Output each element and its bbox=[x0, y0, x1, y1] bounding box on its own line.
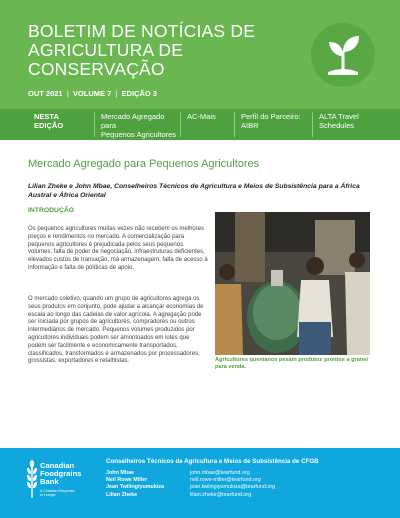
sprout-icon bbox=[310, 22, 376, 88]
org-tagline bbox=[40, 489, 75, 498]
nav-item-alta-travel[interactable] bbox=[312, 112, 382, 137]
nav-item-line: AIBR bbox=[241, 121, 259, 130]
article-photo bbox=[215, 212, 370, 355]
nav-item-ac-mais[interactable] bbox=[180, 112, 234, 137]
issue-separator: | bbox=[115, 89, 118, 98]
nav-item-line: AC-Mais bbox=[187, 112, 216, 121]
contact-row bbox=[106, 484, 306, 491]
newsletter-title bbox=[28, 22, 308, 79]
contact-email[interactable]: jean.twilingiyumukiza@tearfund.org bbox=[190, 484, 276, 491]
nav-item-line: Schedules bbox=[319, 121, 355, 130]
article-authors: Lilian Zheke e John Mbae, Conselheiros Técnicos de Agricultura e Meios de Subsistência para a África Austral e África Oriental bbox=[28, 183, 360, 199]
issue-date: OUT 2021 bbox=[28, 89, 63, 98]
newsletter-header bbox=[0, 0, 400, 109]
title-line-1: BOLETIM DE NOTÍCIAS DE bbox=[28, 21, 256, 41]
farmers-weighing-photo bbox=[215, 212, 370, 355]
contact-name: Neil Rowe Miller bbox=[106, 477, 148, 484]
title-line-3: CONSERVAÇÃO bbox=[28, 59, 165, 79]
issue-volume: VOLUME 7 bbox=[72, 89, 112, 98]
contact-row bbox=[106, 477, 306, 484]
issue-edition: EDIÇÃO 3 bbox=[121, 89, 157, 98]
nav-item-line: ALTA Travel bbox=[319, 112, 359, 121]
org-name-line: Bank bbox=[40, 477, 59, 486]
photo-caption: Agricultores quenianos pesam produtos prontos a granel para venda. bbox=[215, 357, 368, 370]
org-name bbox=[40, 462, 81, 486]
nav-item-mercado-agregado[interactable] bbox=[94, 112, 180, 137]
footer-title: Conselheiros Técnicos de Agricultura e Meios de Subsistência de CFGB bbox=[106, 458, 319, 465]
article-title: Mercado Agregado para Pequenos Agricultores bbox=[28, 158, 260, 170]
contact-name: Lilian Zheke bbox=[106, 491, 138, 498]
contact-name: Jean Twilingiyumukiza bbox=[106, 484, 165, 491]
contact-row bbox=[106, 470, 306, 477]
contact-email[interactable]: neil.rowe-miller@tearfund.org bbox=[190, 477, 261, 484]
nav-item-line: Mercado Agregado para bbox=[101, 112, 165, 130]
title-line-2: AGRICULTURA DE bbox=[28, 40, 184, 60]
org-tagline-line: to Hunger bbox=[40, 493, 56, 498]
paragraph-1: Os pequenos agricultores muitas vezes não recebem os melhores preços e rendimentos no mercado. A comercialização para pequenos agricultores é prejudicada pelos seus pequenos volumes, falta de poder de negociação, infraestruturas deficientes, elevados custos de transação, má armazenagem, falta de acesso à informação e falta de políticas de apoio. bbox=[28, 226, 208, 271]
org-tagline-line: A Christian Response bbox=[40, 489, 75, 493]
contact-email[interactable]: john.mbae@tearfund.org bbox=[190, 470, 250, 476]
nav-label-line: NESTA bbox=[34, 112, 59, 121]
contact-name: John Mbae bbox=[106, 470, 135, 476]
contact-email[interactable]: lilian.zheke@tearfund.org bbox=[190, 491, 252, 498]
nav-item-perfil-parceiro[interactable] bbox=[234, 112, 312, 137]
issue-info bbox=[28, 89, 157, 98]
org-name-line: Foodgrains bbox=[40, 469, 82, 478]
nav-item-line: Perfil do Parceiro: bbox=[241, 112, 301, 121]
footer bbox=[0, 448, 400, 518]
org-name-line: Canadian bbox=[40, 461, 75, 470]
contact-row bbox=[106, 492, 306, 499]
paragraph-2: O mercado coletivo, quando um grupo de agricultores agrega os seus produtos em conjunto, pode ajudar a alcançar economias de escala ao longo das cadeias de valor agrícola. A agregação pode ser iniciada por grupos de agricultores, compradores ou outros intermediários de mercado. Pequenos volumes produzidos por agricultores individuais podem ser amontoados em lotes que podem ser facilmente e economicamente transportados, classificados, transformados e armazenados por processadores, grossistas, exportadores e retalhistas. bbox=[28, 296, 204, 365]
in-this-issue-bar bbox=[0, 109, 400, 140]
issue-separator: | bbox=[66, 89, 69, 98]
contact-list bbox=[106, 470, 306, 499]
section-heading: INTRODUÇÃO bbox=[28, 207, 75, 214]
nav-label-line: EDIÇÃO bbox=[34, 121, 64, 130]
in-this-issue-label bbox=[28, 112, 88, 137]
nav-item-line: Pequenos Agricultores bbox=[101, 130, 177, 139]
